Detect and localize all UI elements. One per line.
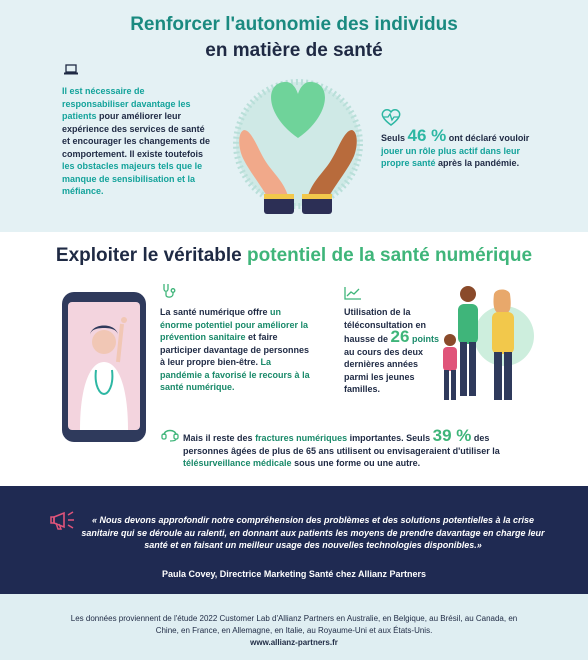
stat-value: 26 — [390, 327, 410, 346]
text-fragment: Utilisation de la téléconsultation en hausse de — [344, 307, 427, 344]
text-fragment: Mais il reste des — [183, 433, 253, 443]
text-fragment: au cours des deux dernières années parmi les jeunes familles. — [344, 346, 424, 394]
text-fragment: tels que le manque de sensibilisation et la méfiance. — [62, 161, 203, 196]
text-highlight: les obstacles majeurs — [62, 161, 156, 171]
quote-text: « Nous devons approfondir notre compréhension des problèmes et des solutions potentielles à la crise sanitaire qui se déroule au ralenti, en donnant aux patients les moyens de prendre davantage en charge leur santé et en faisant un meilleur usage des nouvelles technologies disponibles.» — [81, 515, 545, 550]
text-fragment: sous une forme ou une autre. — [294, 458, 421, 468]
text-fragment: importantes. Seuls — [349, 433, 431, 443]
title-highlight: potentiel de la santé numérique — [247, 245, 533, 266]
digital-divide-text — [183, 426, 533, 470]
teleconsultation-text — [344, 306, 439, 396]
text-fragment: La santé numérique offre — [160, 307, 268, 317]
text-highlight: fractures numériques — [255, 433, 348, 443]
title-part: Exploiter le véritable — [55, 245, 242, 266]
family-illustration — [432, 280, 536, 408]
footer-source-note: Les données proviennent de l'étude 2022 Customer Lab d'Allianz Partners en Australie, en Belgique, au Brésil, au Canada, en Chine, en France, en Allemagne, en Italie, au Royaume-Uni et aux États-Unis. — [70, 614, 518, 635]
stethoscope-icon — [161, 283, 177, 299]
text-fragment: ont déclaré vouloir — [448, 133, 530, 143]
section1-right-text — [381, 126, 531, 170]
heart-pulse-icon — [380, 108, 402, 126]
text-fragment: après la pandémie. — [438, 158, 520, 168]
section1-title-line2: en matière de santé — [205, 40, 383, 61]
digital-health-text — [160, 306, 310, 394]
text-fragment: pour améliorer leur expérience des services de santé et encourager les changements de comportement. Il existe toutefois — [62, 111, 211, 159]
hands-holding-heart-illustration — [226, 66, 370, 216]
laptop-icon — [64, 64, 78, 75]
text-highlight: un énorme potentiel pour améliorer la prévention sanitaire — [160, 307, 309, 342]
text-highlight: jouer un rôle plus actif dans leur propre santé — [381, 145, 521, 168]
text-fragment: et faire participer davantage de personnes à leur propre bien-être. — [160, 332, 310, 367]
section2-title — [0, 245, 588, 267]
text-fragment: des personnes âgées de plus de 65 ans utilisent ou envisageraient d'utiliser la — [183, 433, 500, 456]
text-fragment: Il est nécessaire de responsabiliser davantage les — [62, 86, 191, 109]
footer-website-link[interactable]: www.allianz-partners.fr — [250, 638, 338, 647]
text-highlight: La pandémie a favorisé le recours à la santé numérique. — [160, 357, 310, 392]
smartphone-doctor-illustration — [60, 290, 148, 444]
quote-author: Paula Covey, Directrice Marketing Santé chez Allianz Partners — [161, 569, 427, 579]
section1-title — [0, 12, 588, 64]
text-highlight: points — [411, 334, 439, 344]
megaphone-icon — [50, 509, 76, 531]
stat-value: 39 % — [432, 426, 472, 445]
text-highlight: télésurveillance médicale — [183, 458, 292, 468]
headset-icon — [161, 426, 179, 442]
stat-value: 46 % — [407, 126, 447, 145]
chart-icon — [344, 286, 362, 300]
text-fragment: Seuls — [381, 133, 406, 143]
text-highlight: patients — [62, 111, 97, 121]
section1-left-text — [62, 85, 212, 198]
section1-title-line1: Renforcer l'autonomie des individus — [130, 14, 458, 35]
